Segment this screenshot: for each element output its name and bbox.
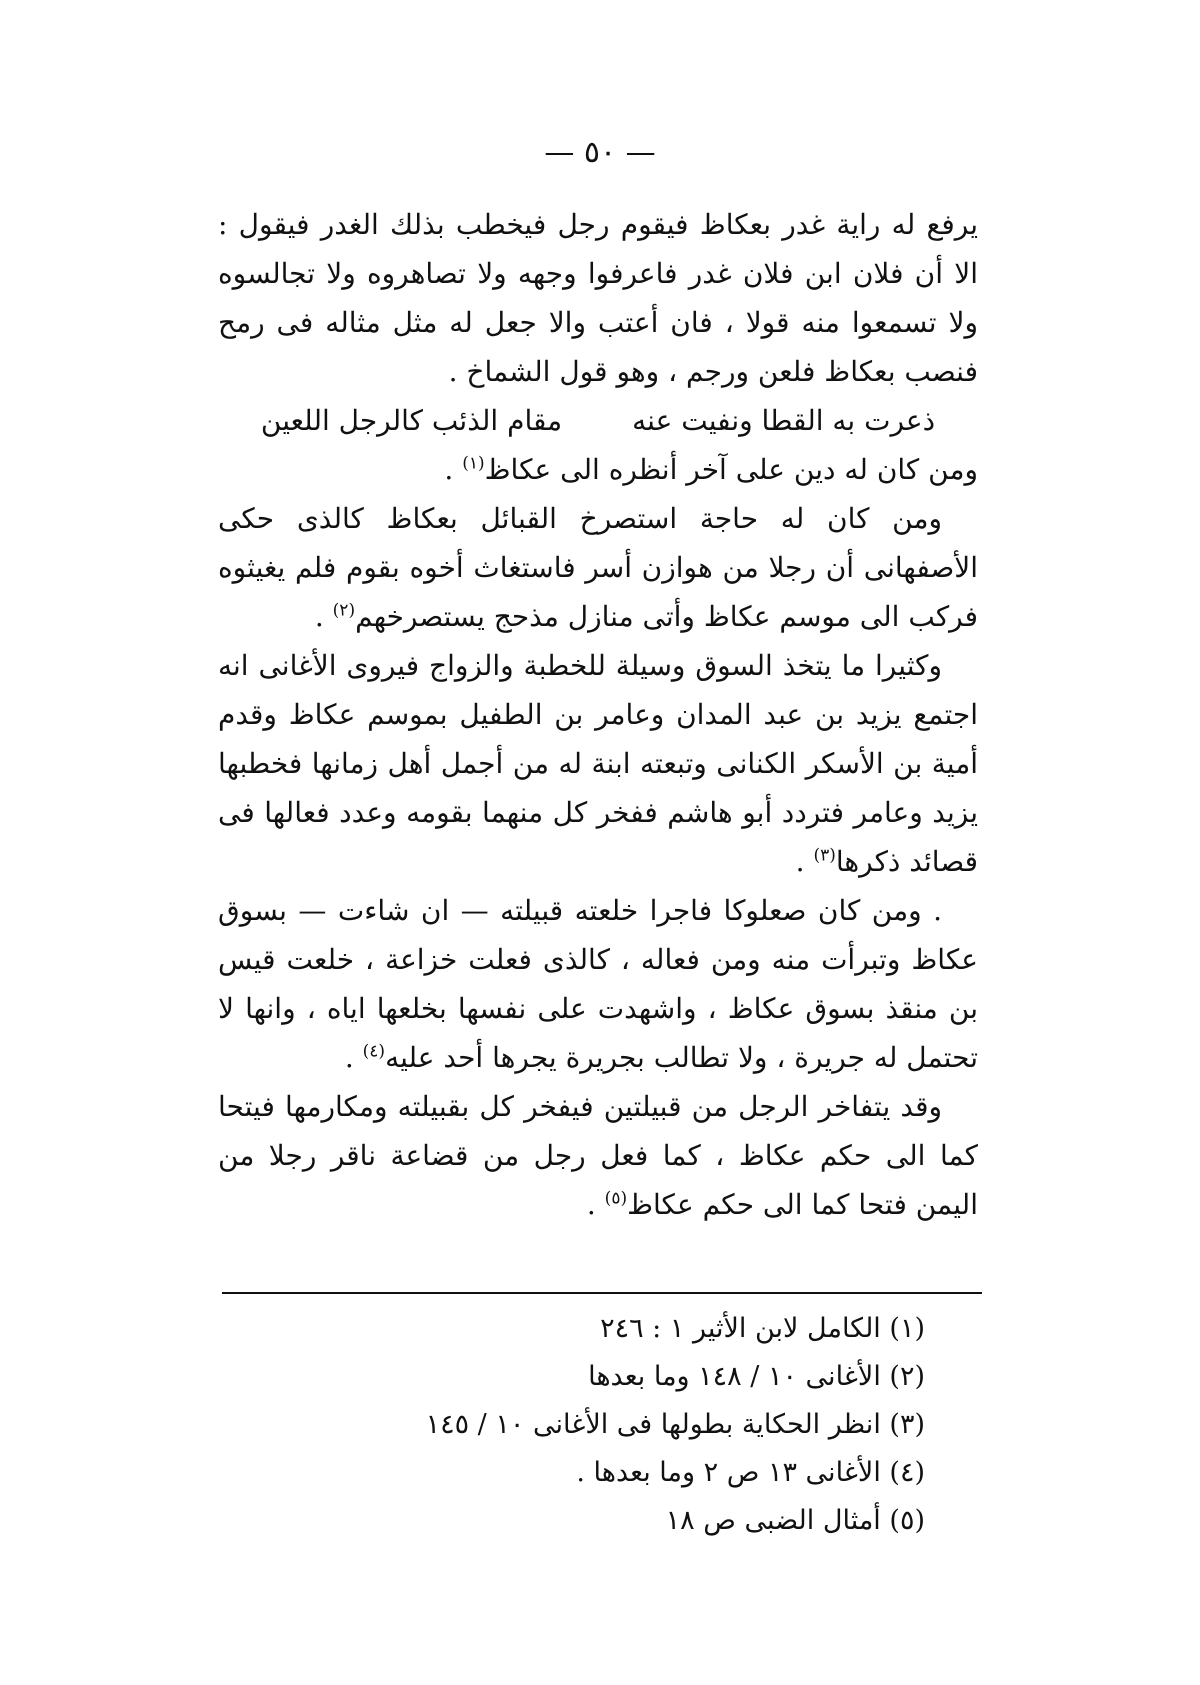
verse-hemistich-first: ذعرت به القطا ونفيت عنه bbox=[632, 404, 936, 437]
paragraph-end: . bbox=[795, 845, 814, 878]
footnote-separator bbox=[222, 1292, 982, 1294]
footnote: (١) الكامل لابن الأثير ١ : ٢٤٦ bbox=[600, 1313, 925, 1344]
footnotes bbox=[325, 1305, 925, 1545]
footnote: (٥) أمثال الضبى ص ١٨ bbox=[665, 1505, 925, 1536]
footnote: (٤) الأغانى ١٣ ص ٢ وما بعدها . bbox=[576, 1457, 925, 1488]
paragraph bbox=[218, 1082, 978, 1229]
footnote-marker: (٢) bbox=[332, 600, 356, 621]
paragraph bbox=[218, 200, 978, 396]
footnote: (٢) الأغانى ١٠ / ١٤٨ وما بعدها bbox=[588, 1361, 925, 1392]
body-text bbox=[218, 200, 978, 1229]
paragraph-text: وكثيرا ما يتخذ السوق وسيلة للخطبة والزواج فيروى الأغانى انه اجتمع يزيد بن عبد المدان وعامر بن الطفيل بموسم عكاظ وقدم أمية بن الأسكر الكنانى وتبعته ابنة له من أجمل أهل زمانها فخطبها يزيد وعامر فتردد أبو هاشم ففخر كل منهما بقومه وعدد فعالها فى قصائد ذكرها bbox=[218, 649, 979, 878]
verse-hemistich-second: مقام الذئب كالرجل اللعين bbox=[260, 404, 563, 437]
paragraph-text: يرفع له راية غدر بعكاظ فيقوم رجل فيخطب بذلك الغدر فيقول : الا أن فلان ابن فلان غدر فاعرفوا وجهه ولا تصاهروه ولا تجالسوه ولا تسمعوا منه قولا ، فان أعتب والا جعل له مثل مثاله فى رمح فنصب بعكاظ فلعن ورجم ، وهو قول الشماخ . bbox=[218, 208, 978, 388]
paragraph-end: . bbox=[314, 600, 333, 633]
paragraph bbox=[218, 445, 978, 494]
footnote-marker: (٣) bbox=[813, 845, 836, 866]
page-number: — ٥٠ — bbox=[544, 135, 656, 170]
paragraph-end: . bbox=[444, 453, 463, 486]
footnote-marker: (١) bbox=[462, 453, 485, 474]
footnote-marker: (٤) bbox=[362, 1041, 386, 1062]
paragraph bbox=[218, 494, 978, 641]
paragraph-text: ومن كان له دين على آخر أنظره الى عكاظ bbox=[484, 453, 978, 486]
footnote: (٣) انظر الحكاية بطولها فى الأغانى ١٠ / ١٤٥ bbox=[425, 1409, 925, 1440]
paragraph-end: . bbox=[586, 1188, 605, 1221]
paragraph-text: . ومن كان صعلوكا فاجرا خلعته قبيلته — ان شاءت — بسوق عكاظ وتبرأت منه ومن فعاله ، كالذى فعلت خزاعة ، خلعت قيس بن منقذ بسوق عكاظ ، واشهدت على نفسها بخلعها اياه ، وانها لا تحتمل له جريرة ، ولا تطالب بجريرة يجرها أحد عليه bbox=[218, 894, 978, 1074]
paragraph bbox=[218, 886, 978, 1082]
paragraph-text: وقد يتفاخر الرجل من قبيلتين فيفخر كل بقبيلته ومكارمها فيتحا كما الى حكم عكاظ ، كما فعل رجل من قضاعة ناقر رجلا من اليمن فتحا كما الى حكم عكاظ bbox=[218, 1090, 978, 1221]
paragraph bbox=[218, 641, 978, 886]
footnote-marker: (٥) bbox=[604, 1188, 628, 1209]
paragraph-end: . bbox=[344, 1041, 363, 1074]
paragraph-text: ومن كان له حاجة استصرخ القبائل بعكاظ كالذى حكى الأصفهانى أن رجلا من هوازن أسر فاستغاث أخوه بقوم فلم يغيثوه فركب الى موسم عكاظ وأتى منازل مذحج يستصرخهم bbox=[218, 502, 979, 633]
poem-verse bbox=[218, 396, 978, 445]
